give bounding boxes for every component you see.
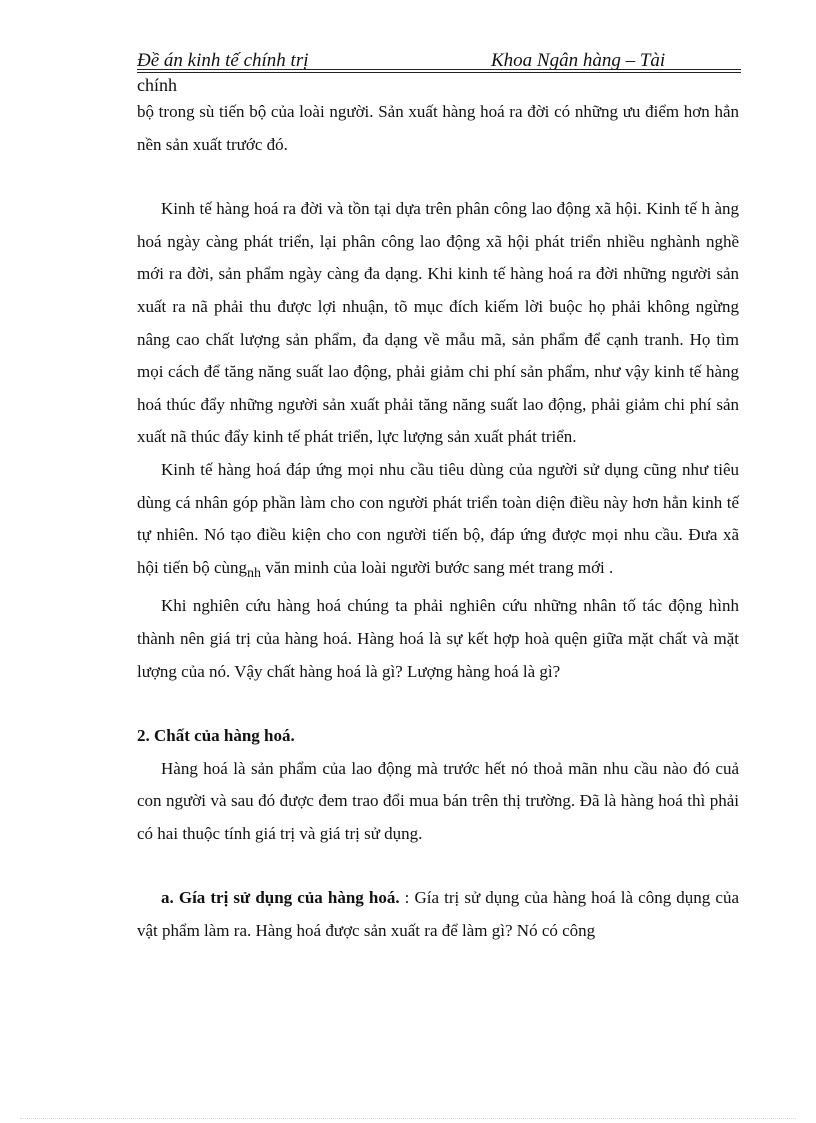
paragraph-1: bộ trong sù tiến bộ của loài người. Sản xuất hàng hoá ra đời có những ưu điểm hơn hẳn nền sản xuất trước đó.: [137, 102, 739, 154]
header-rule-secondary: [137, 72, 741, 73]
paragraph-3-text-b: văn minh của loài người bước sang mét trang mới .: [261, 557, 614, 577]
header-title-right: Khoa Ngân hàng – Tài: [491, 50, 666, 71]
subsection-heading-a: a. Gía trị sử dụng của hàng hoá.: [161, 888, 400, 908]
paragraph-3: [137, 454, 739, 590]
paragraph-gap: [137, 161, 739, 193]
paragraph-4: Khi nghiên cứu hàng hoá chúng ta phải nghiên cứu những nhân tố tác động hình thành nên giá trị của hàng hoá. Hàng hoá là sự kết hợp hoà quện giữa mặt chất và mặt lượng của nó. Vậy chất hàng hoá là gì? Lượng hàng hoá là gì?: [137, 596, 739, 681]
page-bottom-border: [20, 1118, 796, 1119]
paragraph-6-text: : Gía trị sử dụng của hàng hoá là công dụng của vật phẩm làm ra. Hàng hoá được sản xuất ra để làm gì? Nó có công: [137, 888, 739, 941]
paragraph-5: Hàng hoá là sản phẩm của lao động mà trước hết nó thoả mãn nhu cầu nào đó cuả con người và sau đó được đem trao đổi mua bán trên thị trường. Đã là hàng hoá thì phải có hai thuộc tính giá trị và giá trị sử dụng.: [137, 758, 739, 843]
paragraph-gap: [137, 850, 739, 882]
header-title-left: Đề án kinh tế chính trị: [137, 50, 309, 71]
paragraph-gap: [137, 688, 739, 720]
header-rule: [137, 69, 741, 70]
page-header: [137, 50, 741, 95]
paragraph-2: Kinh tế hàng hoá ra đời và tồn tại dựa trên phân công lao động xã hội. Kinh tế h àng hoá ngày càng phát triển, lại phân công lao động xã hội phát triển nhiều nghành nghề mới ra đời, sản phẩm ngày càng đa dạng. Khi kinh tế hàng hoá ra đời những người sản xuất ra nã phải thu được lợi nhuận, tõ mục đích kiếm lời buộc họ phải không ngừng nâng cao chất lượng sản phẩm, đa dạng về mẫu mã, sản phẩm để cạnh tranh. Họ tìm mọi cách để tăng năng suất lao động, phải giảm chi phí sản phẩm, như vậy kinh tế hàng hoá thúc đẩy những người sản xuất phải tăng năng suất lao động, phải giảm chi phí sản xuất nã thúc đẩy kinh tế phát triển, lực lượng sản xuất phát triển.: [137, 199, 739, 447]
document-body: [137, 96, 739, 948]
section-heading-2: 2. Chất của hàng hoá.: [137, 726, 295, 746]
paragraph-6: [137, 882, 739, 947]
paragraph-3-text-a: Kinh tế hàng hoá đáp ứng mọi nhu cầu tiêu dùng của người sử dụng cũng như tiêu dùng cá nhân góp phần làm cho con người phát triển toàn diện điều này hơn hẳn kinh tế tự nhiên. Nó tạo điều kiện cho con người tiến bộ, đáp ứng được mọi nhu cầu. Đưa xã hội tiến bộ cùng: [137, 459, 739, 577]
header-line: [137, 50, 741, 72]
paragraph-3-subscript: nh: [247, 565, 262, 581]
header-title-continuation: chính: [137, 75, 177, 95]
